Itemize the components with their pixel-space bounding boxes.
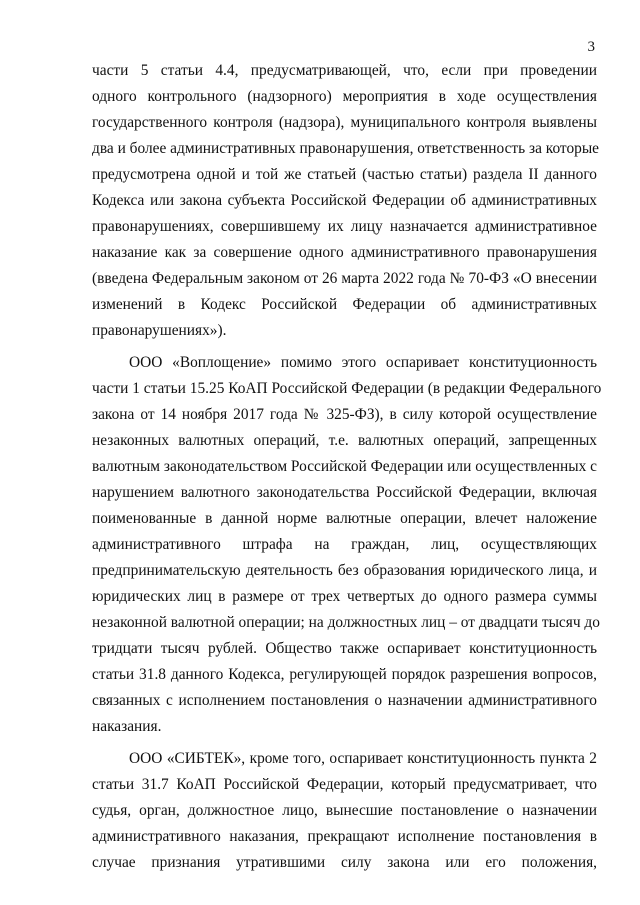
text-line: части 5 статьи 4.4, предусматривающей, что, если при проведении [92,62,597,79]
text-line: наказание как за совершение одного административного правонарушения [92,244,597,261]
text-line: правонарушениях»). [92,322,227,339]
text-line: поименованные в данной норме валютные операции, влечет наложение [92,510,597,527]
text-line: нарушением валютного законодательства Российской Федерации, включая [92,484,597,501]
text-line: наказания. [92,718,162,735]
text-line: статьи 31.8 данного Кодекса, регулирующей порядок разрешения вопросов, [92,666,597,683]
text-line: административного штрафа на граждан, лиц, осуществляющих [92,536,597,553]
text-line: судья, орган, должностное лицо, вынесшие постановление о назначении [92,802,597,819]
text-line: юридических лиц в размере от трех четвертых до одного размера суммы [92,588,597,605]
text-line: связанных с исполнением постановления о назначении административного [92,692,597,709]
paragraph-first-line: ООО «СИБТЕК», кроме того, оспаривает конституционность пункта 2 [129,750,597,767]
text-line: части 1 статьи 15.25 КоАП Российской Федерации (в редакции Федерального [92,380,602,397]
text-line: незаконных валютных операций, т.е. валютных операций, запрещенных [92,432,597,449]
text-line: незаконной валютной операции; на должностных лиц – от двадцати тысяч до [92,614,600,631]
text-line: правонарушениях, совершившему их лицу назначается административное [92,218,597,235]
text-line: предпринимательскую деятельность без образования юридического лица, и [92,562,597,579]
text-line: предусмотрена одной и той же статьей (частью статьи) раздела II данного [92,166,597,183]
text-line: валютным законодательством Российской Федерации или осуществленных с [92,458,597,475]
text-line: статьи 31.7 КоАП Российской Федерации, который предусматривает, что [92,776,597,793]
text-line: одного контрольного (надзорного) мероприятия в ходе осуществления [92,88,597,105]
text-line: административного наказания, прекращают исполнение постановления в [92,828,597,845]
text-line: случае признания утратившими силу закона или его положения, [92,854,597,871]
text-line: Кодекса или закона субъекта Российской Федерации об административных [92,192,597,209]
text-line: тридцати тысяч рублей. Общество также оспаривает конституционность [92,640,597,657]
text-line: закона от 14 ноября 2017 года № 325-ФЗ), в силу которой осуществление [92,406,597,423]
text-line: два и более административных правонарушения, ответственность за которые [92,140,600,157]
text-line: изменений в Кодекс Российской Федерации об административных [92,296,597,313]
text-line: (введена Федеральным законом от 26 марта 2022 года № 70-ФЗ «О внесении [92,270,597,287]
paragraph-first-line: ООО «Воплощение» помимо этого оспаривает конституционность [129,354,597,371]
document-body [92,58,602,876]
page-number: 3 [587,39,595,55]
text-line: государственного контроля (надзора), муниципального контроля выявлены [92,114,597,131]
